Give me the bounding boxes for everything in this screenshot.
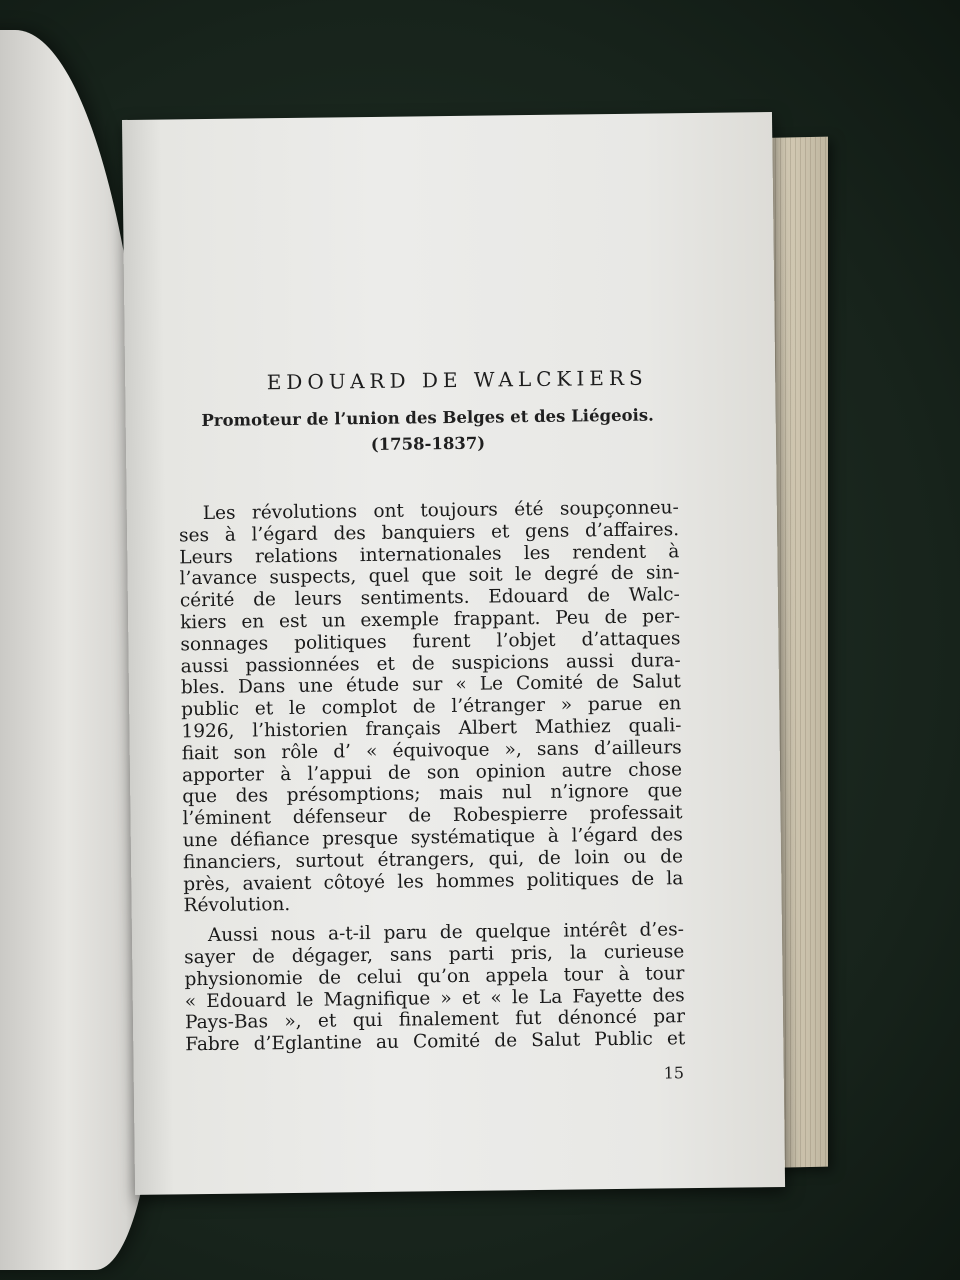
text-line: ses à l’égard des banquiers et gens d’affaires. (178, 519, 680, 547)
chapter-title: EDOUARD DE WALCKIERS (266, 365, 648, 395)
text-line: l’éminent défenseur de Robespierre professait (182, 802, 683, 830)
text-line: financiers, surtout étrangers, qui, de loin ou de (182, 845, 684, 874)
text-line: Révolution. (183, 894, 291, 917)
text-line: public et le complot de l’étranger » parue en (181, 693, 682, 721)
text-line: sayer de dégager, sans parti pris, la curieuse (184, 941, 685, 969)
text-line: une défiance presque systématique à l’égard des (182, 824, 683, 852)
text-line: l’avance suspects, quel que soit le degré de sin- (179, 562, 680, 590)
text-line: Les révolutions ont toujours été soupçonneu- (202, 497, 679, 525)
text-line: cérité de leurs sentiments. Edouard de Walc- (179, 584, 680, 612)
text-line: kiers en est un exemple frappant. Peu de per- (180, 606, 681, 634)
text-line: bles. Dans une étude sur « Le Comité de Salut (180, 671, 682, 699)
text-line: fiait son rôle d’ « équivoque », sans d’ailleurs (181, 736, 682, 765)
book-page (122, 112, 785, 1195)
text-line: physionomie de celui qu’on appela tour à tour (184, 962, 685, 991)
chapter-dates: (1758-1837) (370, 433, 486, 454)
chapter-subtitle: Promoteur de l’union des Belges et des Liégeois. (201, 405, 654, 431)
text-line: Pays-Bas », et qui finalement fut dénoncé par (184, 1006, 686, 1034)
text-line: « Edouard le Magnifique » et « le La Fayette des (184, 984, 685, 1012)
text-line: aussi passionnées et de suspicions aussi dura- (180, 649, 681, 677)
text-line: que des présomptions; mais nul n’ignore que (182, 780, 683, 808)
text-line: 1926, l’historien français Albert Mathiez quali- (181, 715, 682, 743)
text-line: près, avaient côtoyé les hommes politiques de la (183, 867, 684, 895)
text-line: sonnages politiques furent l’objet d’attaques (180, 627, 681, 656)
text-line: Aussi nous a-t-il paru de quelque intérêt d’es- (207, 919, 685, 947)
text-line: Leurs relations internationales les rendent à (179, 540, 680, 568)
body-text (179, 497, 686, 1056)
text-line: apporter à l’appui de son opinion autre chose (181, 758, 683, 786)
page-number: 15 (663, 1063, 685, 1083)
text-line: Fabre d’Eglantine au Comité de Salut Public et (185, 1028, 686, 1056)
